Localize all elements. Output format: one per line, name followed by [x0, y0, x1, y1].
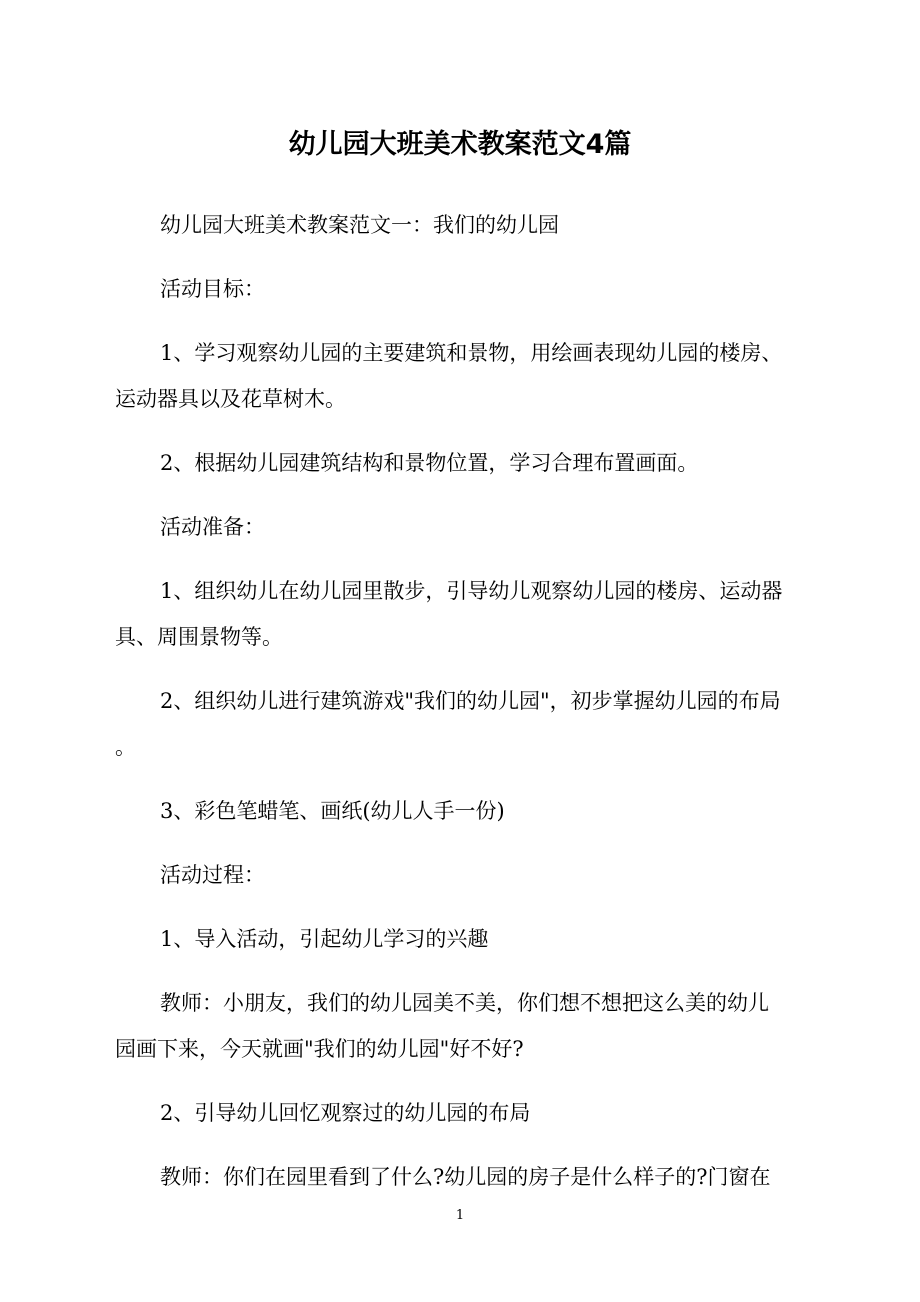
- text-line: 1、组织幼儿在幼儿园里散步，引导幼儿观察幼儿园的楼房、运动器: [160, 579, 783, 603]
- text-line: 1、导入活动，引起幼儿学习的兴趣: [160, 927, 489, 951]
- paragraph: [115, 788, 805, 834]
- paragraph: [115, 678, 805, 770]
- paragraph: [115, 1154, 805, 1200]
- text-line: 活动准备：: [160, 515, 265, 539]
- paragraph: [115, 504, 805, 550]
- text-line: 1、学习观察幼儿园的主要建筑和景物，用绘画表现幼儿园的楼房、: [160, 341, 783, 365]
- text-line: 园画下来，今天就画"我们的幼儿园"好不好?: [115, 1037, 524, 1061]
- paragraph: [115, 202, 805, 248]
- paragraph: [115, 568, 805, 660]
- paragraph: [115, 440, 805, 486]
- text-line: 2、根据幼儿园建筑结构和景物位置，学习合理布置画面。: [160, 451, 699, 475]
- text-line: 。: [115, 735, 136, 759]
- text-line: 活动过程：: [160, 863, 265, 887]
- text-line: 教师：小朋友，我们的幼儿园美不美，你们想不想把这么美的幼儿: [160, 991, 769, 1015]
- document-body: [115, 202, 805, 1218]
- text-line: 教师：你们在园里看到了什么?幼儿园的房子是什么样子的?门窗在: [160, 1165, 771, 1189]
- paragraph: [115, 1090, 805, 1136]
- text-line: 2、组织幼儿进行建筑游戏"我们的幼儿园"，初步掌握幼儿园的布局: [160, 689, 781, 713]
- text-line: 3、彩色笔蜡笔、画纸(幼儿人手一份): [160, 799, 505, 823]
- text-line: 运动器具以及花草树木。: [115, 387, 346, 411]
- paragraph: [115, 980, 805, 1072]
- text-line: 活动目标：: [160, 277, 265, 301]
- text-line: 幼儿园大班美术教案范文一：我们的幼儿园: [160, 213, 559, 237]
- page-number: 1: [455, 1208, 465, 1223]
- paragraph: [115, 330, 805, 422]
- document-title: 幼儿园大班美术教案范文4篇: [288, 129, 632, 160]
- paragraph: [115, 916, 805, 962]
- paragraph: [115, 852, 805, 898]
- text-line: 具、周围景物等。: [115, 625, 283, 649]
- paragraph: [115, 266, 805, 312]
- text-line: 2、引导幼儿回忆观察过的幼儿园的布局: [160, 1101, 531, 1125]
